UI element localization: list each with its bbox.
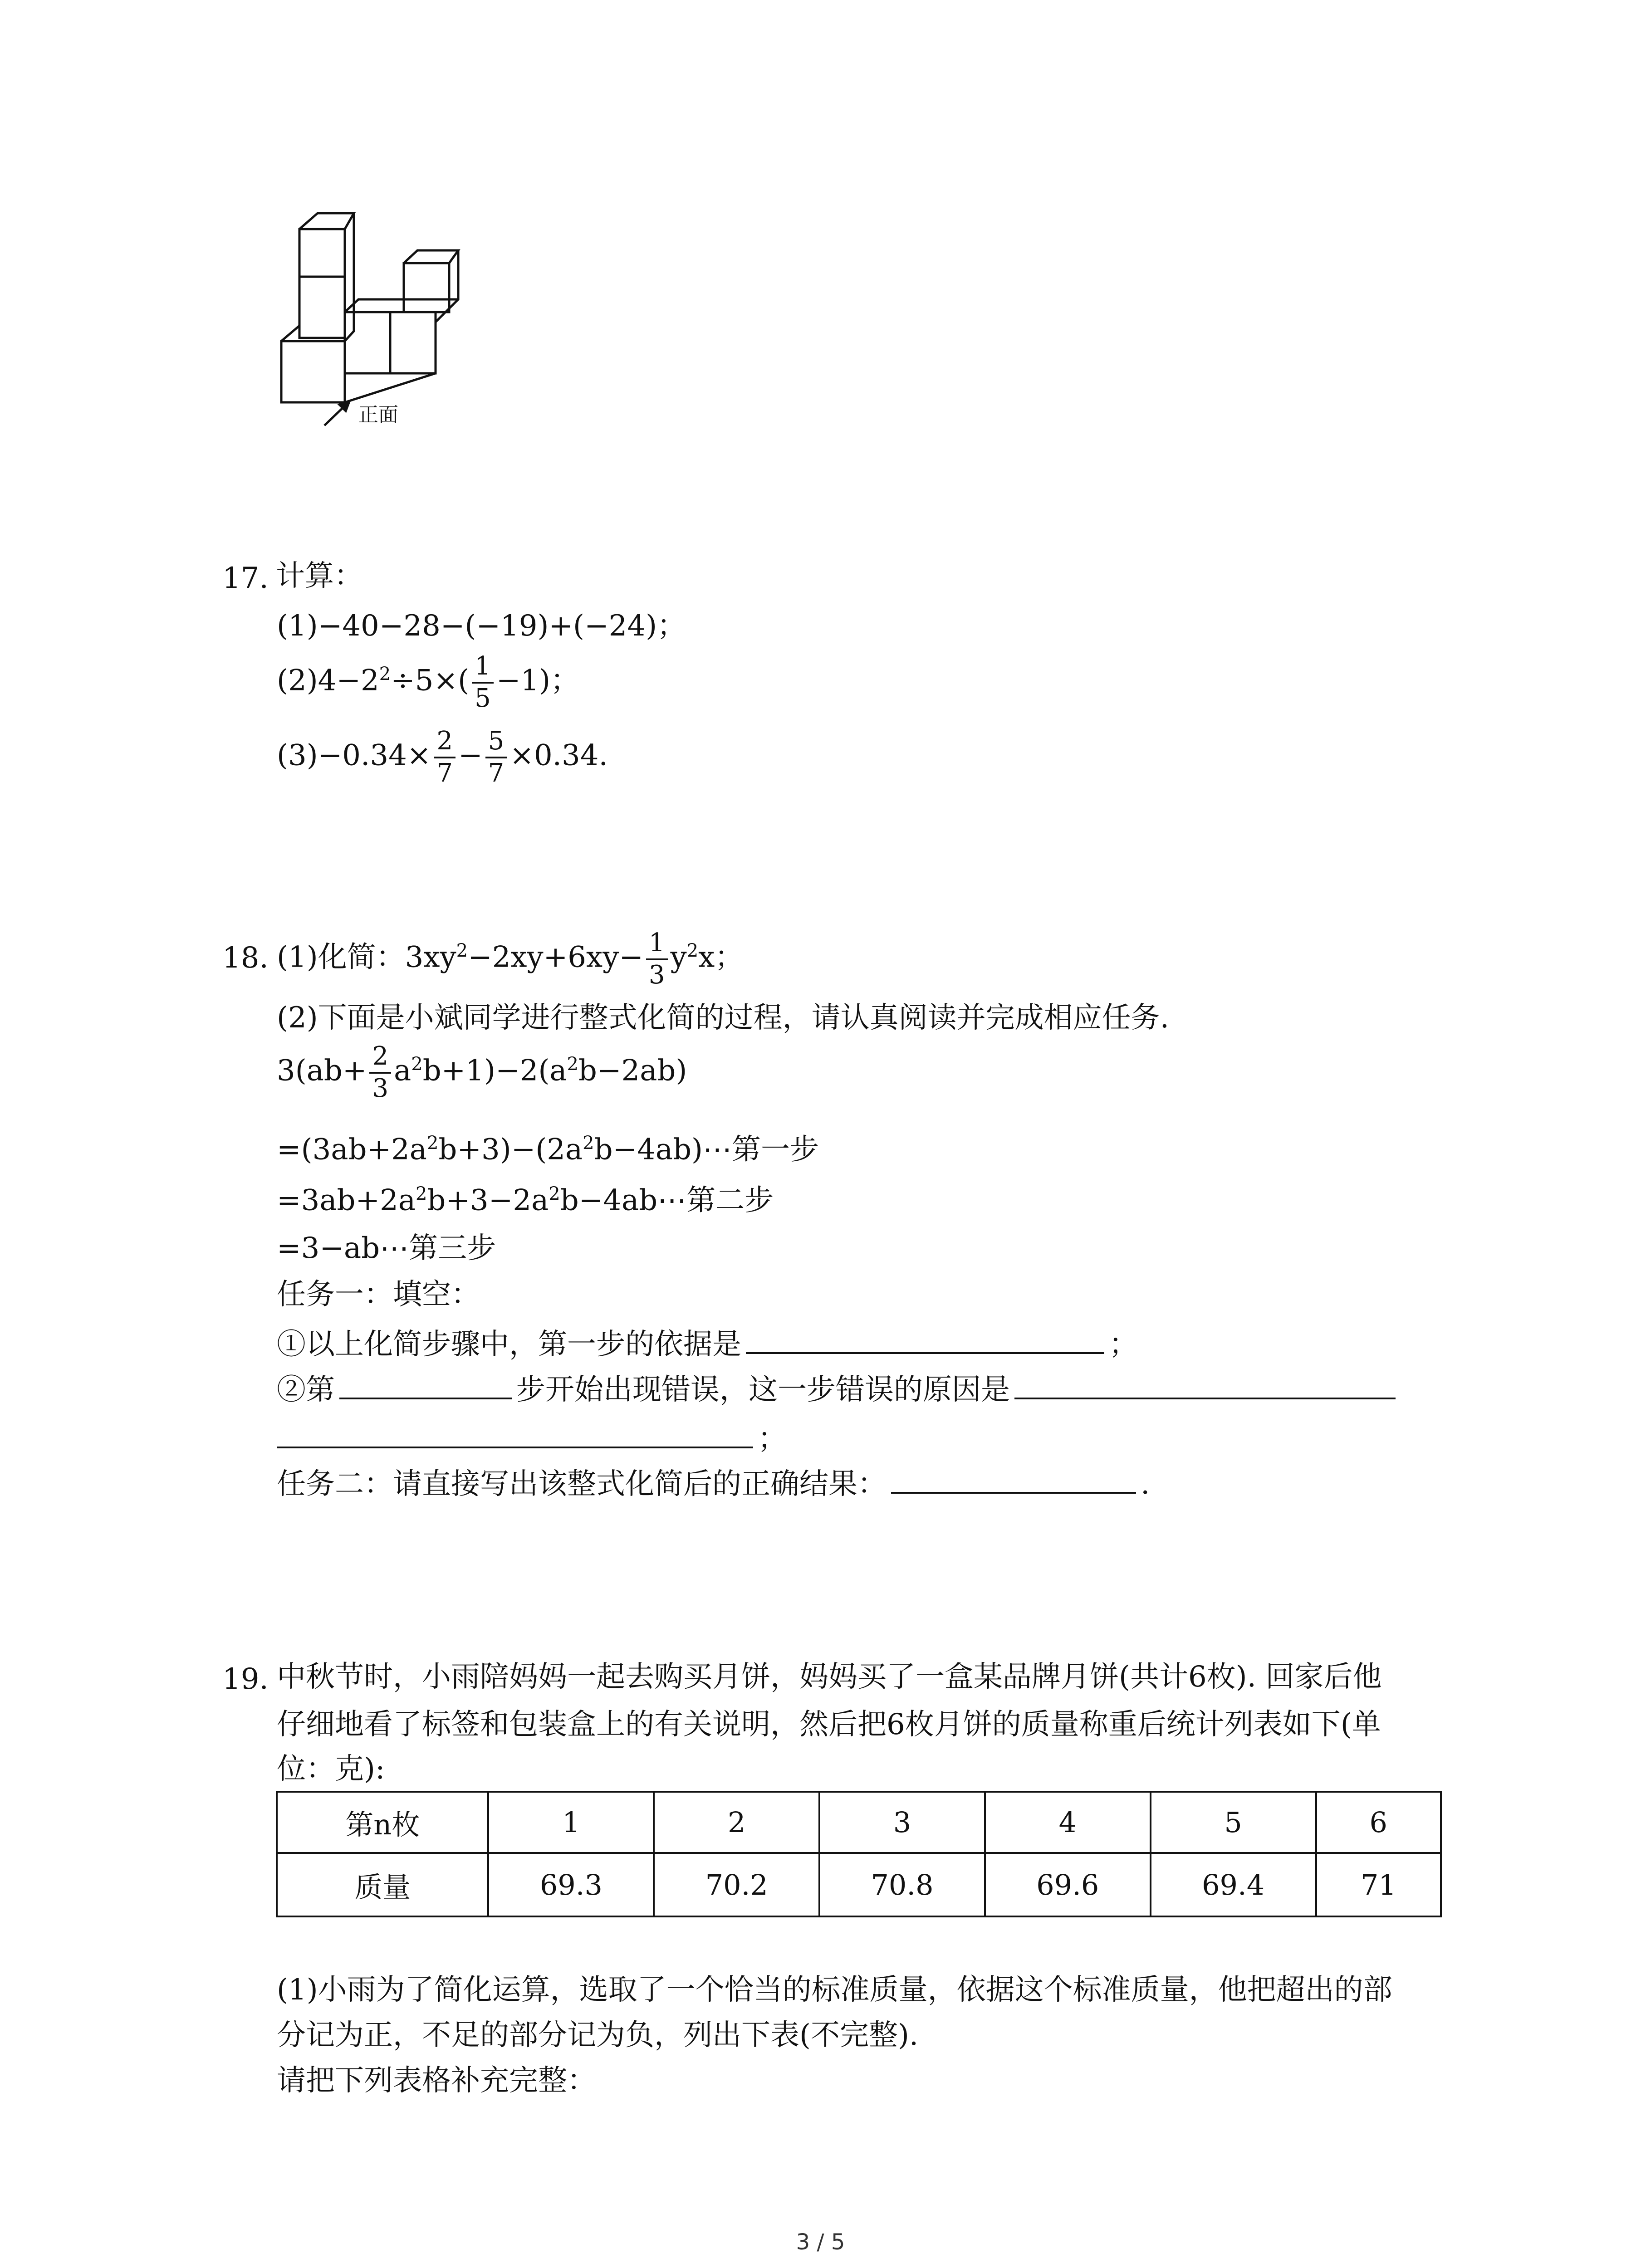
q17-part3-fraction-1: $\frac{2}{7}$ (434, 728, 456, 787)
answer-blank-reason-line1[interactable] (1014, 1396, 1396, 1399)
q17-part3: (3)−0.34× $\frac{2}{7}$ − $\frac{5}{7}$ ×0.34. (277, 726, 608, 788)
table-cell: 70.8 (819, 1853, 985, 1916)
q18-step2: $=3ab+2a^2b+3-2a^2b-4ab\cdots$第二步 (277, 1183, 774, 1217)
q19-part1-line2: 分记为正，不足的部分记为负，列出下表(不完整). (277, 2019, 919, 2052)
q18-task1-item1: ①以上化简步骤中，第一步的依据是 ； (277, 1328, 1138, 1361)
figure-front-label: 正面 (358, 403, 398, 426)
table-cell: 71 (1316, 1853, 1441, 1916)
mooncake-weight-table (276, 1791, 1442, 1917)
q18-step3: =3−ab⋯第三步 (277, 1232, 496, 1265)
q17-part3-fraction-2: $\frac{5}{7}$ (485, 728, 507, 787)
table-cell: 6 (1316, 1792, 1441, 1853)
answer-blank-step[interactable] (339, 1396, 512, 1399)
table-cell: 69.4 (1151, 1853, 1316, 1916)
table-cell: 1 (488, 1792, 654, 1853)
table-cell: 69.6 (985, 1853, 1151, 1916)
table-cell: 4 (985, 1792, 1151, 1853)
q18-step1: $=(3ab+2a^2b+3)-(2a^2b-4ab)\cdots$第一步 (277, 1133, 819, 1167)
q19-part1-line1: (1)小雨为了简化运算，选取了一个恰当的标准质量，依据这个标准质量，他把超出的部 (277, 1973, 1392, 2007)
table-row (277, 1853, 1441, 1916)
q18-number: 18. (222, 941, 269, 975)
q19-line3: 位：克): (277, 1752, 385, 1786)
table-cell: 5 (1151, 1792, 1316, 1853)
table-cell: 70.2 (654, 1853, 819, 1916)
q18-part1: (1)化简：$3xy^2-2xy+6xy-$ $\frac{1}{3}$ $y^2x$； (277, 928, 744, 990)
q17-number: 17. (222, 562, 269, 595)
page-number: 3 / 5 (796, 2229, 845, 2255)
table-cell: 69.3 (488, 1853, 654, 1916)
answer-blank-result[interactable] (891, 1490, 1136, 1494)
q18-part2: (2)下面是小斌同学进行整式化简的过程，请认真阅读并完成相应任务. (277, 1001, 1169, 1035)
q18-part1-fraction: $\frac{1}{3}$ (646, 930, 668, 989)
q17-part2: $(2)4-2^2\div 5\times$( $\frac{1}{5}$ −1)； (277, 651, 580, 713)
q17-title: 计算： (276, 559, 363, 593)
q18-expression: 3(ab+ $\frac{2}{3}$ $a^2b+1)-2(a^2b-2ab)$ (277, 1041, 687, 1103)
q18-task1-item2-cont: ； (277, 1424, 787, 1453)
q17-part2-fraction: $\frac{1}{5}$ (472, 653, 494, 712)
q19-line2: 仔细地看了标签和包装盒上的有关说明，然后把6枚月饼的质量称重后统计列表如下(单 (277, 1708, 1381, 1741)
q18-task2: 任务二：请直接写出该整式化简后的正确结果： . (277, 1467, 1150, 1501)
q18-expression-fraction: $\frac{2}{3}$ (369, 1043, 391, 1102)
q19-part1-line3: 请把下列表格补充完整： (277, 2064, 596, 2097)
table-header-label: 第n枚 (277, 1792, 488, 1853)
table-cell: 3 (819, 1792, 985, 1853)
answer-blank-basis[interactable] (746, 1350, 1104, 1354)
q19-number: 19. (222, 1662, 269, 1696)
table-row (277, 1792, 1441, 1853)
table-row-label: 质量 (277, 1853, 488, 1916)
q17-part1: (1)−40−28−(−19)+(−24)； (277, 609, 686, 643)
q19-line1: 中秋节时，小雨陪妈妈一起去购买月饼，妈妈买了一盒某品牌月饼(共计6枚). 回家后他 (277, 1660, 1382, 1694)
table-cell: 2 (654, 1792, 819, 1853)
q18-task1-item2: ②第 步开始出现错误，这一步错误的原因是 (277, 1375, 1400, 1404)
answer-blank-reason-line2[interactable] (277, 1445, 753, 1448)
q18-task1-title: 任务一：填空： (277, 1278, 480, 1311)
